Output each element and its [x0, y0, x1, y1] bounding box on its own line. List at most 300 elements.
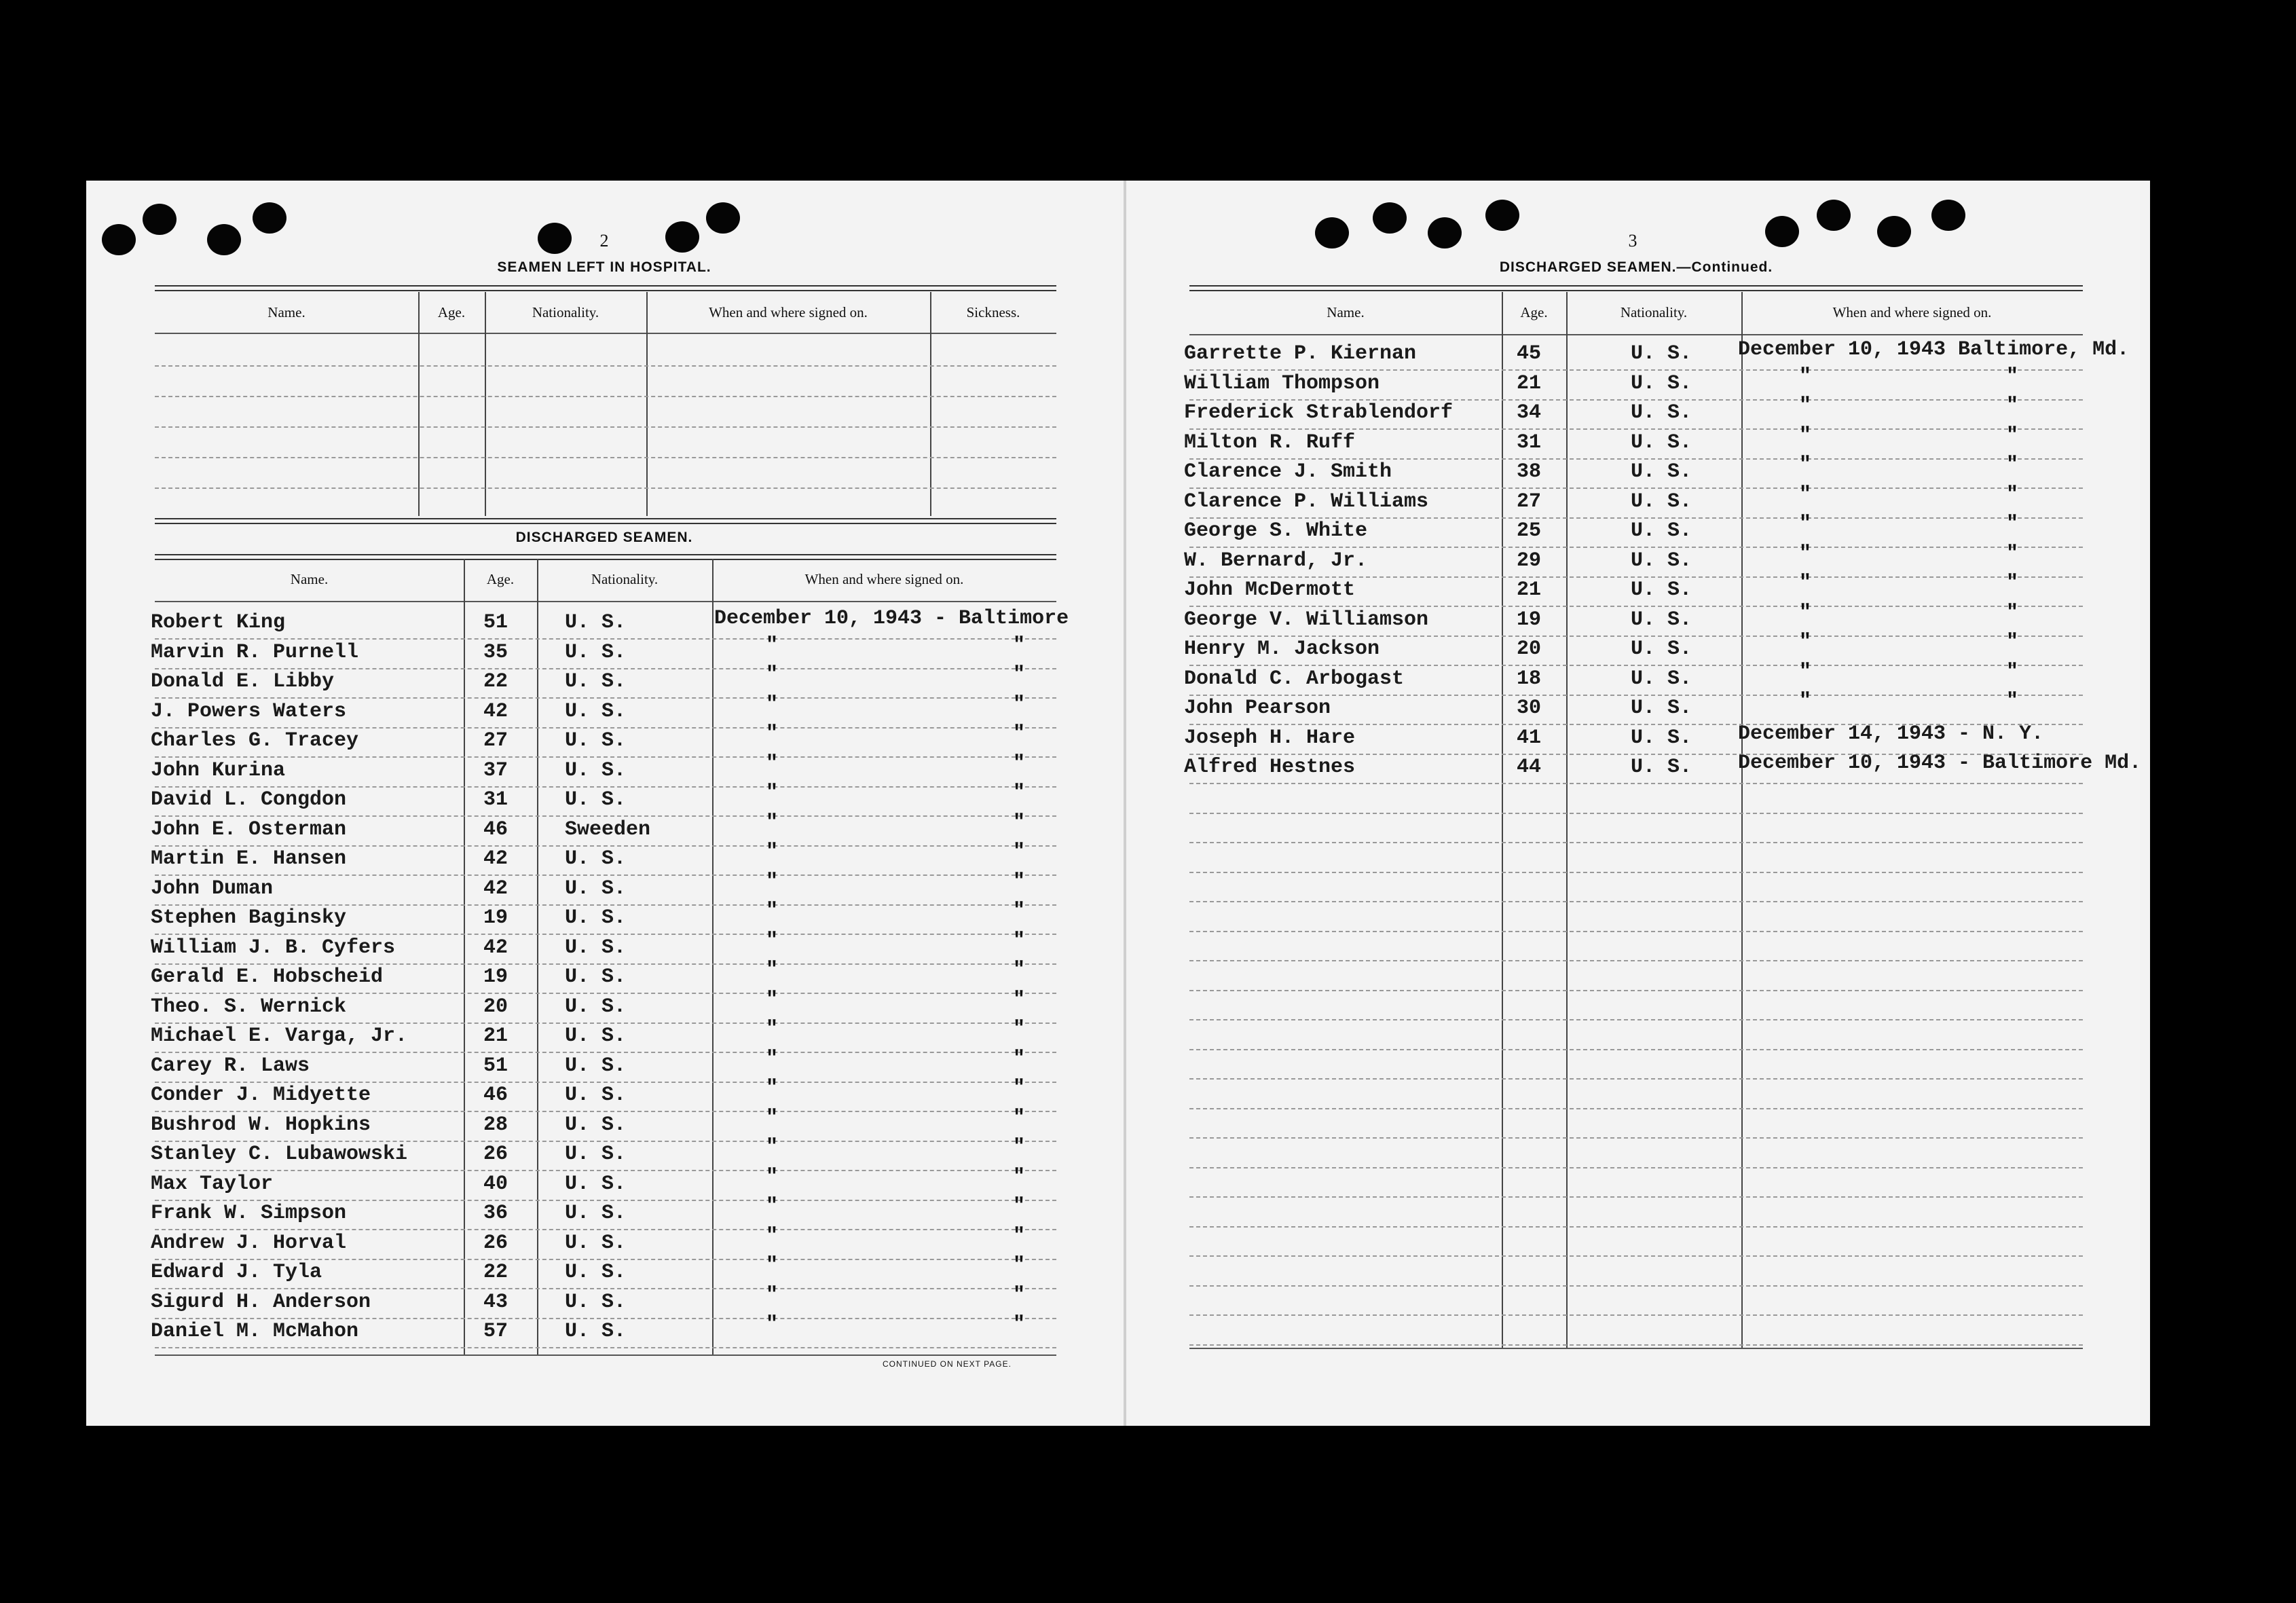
seaman-age: 40	[483, 1172, 508, 1196]
ditto-mark: "	[1799, 394, 1812, 418]
seaman-name: Michael E. Varga, Jr.	[151, 1025, 408, 1048]
seaman-age: 20	[483, 995, 508, 1018]
page-fold	[1124, 181, 1126, 1426]
row-line	[1189, 783, 2083, 784]
column-header-nationality: Nationality.	[532, 304, 599, 320]
row-line	[1189, 399, 2083, 401]
rule	[155, 518, 1056, 524]
rule	[1189, 334, 2083, 335]
column-header-sickness: Sickness.	[966, 304, 1020, 320]
seaman-age: 36	[483, 1202, 508, 1225]
seaman-name: Martin E. Hansen	[151, 847, 347, 870]
ditto-mark: "	[766, 663, 779, 686]
punch-hole	[1373, 202, 1407, 234]
row-line	[155, 1288, 1056, 1289]
punch-hole	[253, 202, 286, 234]
seaman-name: John Duman	[151, 877, 274, 900]
blank-row-line	[1189, 1196, 2083, 1198]
seaman-nationality: U. S.	[565, 995, 627, 1018]
seaman-age: 21	[1517, 578, 1542, 602]
seaman-name: Garrette P. Kiernan	[1184, 342, 1417, 365]
seaman-age: 42	[483, 699, 508, 723]
ditto-mark: "	[1799, 542, 1812, 566]
seaman-age: 26	[483, 1143, 508, 1166]
ditto-mark: "	[2006, 483, 2019, 506]
seaman-age: 46	[483, 817, 508, 841]
row-line	[155, 934, 1056, 935]
seaman-nationality: U. S.	[565, 1025, 627, 1048]
row-line	[155, 845, 1056, 847]
punch-hole	[1765, 216, 1799, 247]
seaman-name: David L. Congdon	[151, 788, 347, 811]
seaman-age: 35	[483, 640, 508, 664]
column-header-signed-on: When and where signed on.	[804, 571, 964, 587]
column-divider	[1502, 292, 1503, 1348]
seaman-nationality: U. S.	[1631, 638, 1692, 661]
punch-hole	[1877, 216, 1911, 247]
seaman-age: 43	[483, 1290, 508, 1314]
ditto-mark: "	[2006, 660, 2019, 684]
seaman-name: Robert King	[151, 611, 286, 634]
seaman-name: Bushrod W. Hopkins	[151, 1113, 371, 1137]
ditto-mark: "	[766, 1195, 779, 1218]
seaman-nationality: U. S.	[1631, 608, 1692, 631]
blank-row-line	[1189, 1255, 2083, 1257]
row-line	[1189, 695, 2083, 696]
row-line	[155, 1347, 1056, 1348]
blank-row-line	[1189, 1285, 2083, 1287]
seaman-nationality: U. S.	[1631, 371, 1692, 395]
seaman-age: 30	[1517, 697, 1542, 720]
seaman-age: 26	[483, 1231, 508, 1255]
seaman-nationality: U. S.	[565, 729, 627, 752]
seaman-age: 25	[1517, 519, 1542, 542]
blank-row-line	[1189, 960, 2083, 961]
ditto-mark: "	[766, 722, 779, 745]
ditto-mark: "	[766, 781, 779, 805]
column-header-name: Name.	[267, 304, 305, 320]
seaman-age: 42	[483, 877, 508, 900]
ditto-mark: "	[766, 1047, 779, 1071]
ditto-mark: "	[1799, 513, 1812, 536]
rule	[155, 285, 1056, 291]
seaman-nationality: U. S.	[1631, 549, 1692, 572]
page-number: 3	[1628, 231, 1637, 251]
seaman-name: W. Bernard, Jr.	[1184, 549, 1368, 572]
blank-row-line	[155, 426, 1056, 428]
seaman-nationality: U. S.	[565, 788, 627, 811]
ditto-mark: "	[766, 870, 779, 893]
row-line	[1189, 635, 2083, 637]
seaman-nationality: U. S.	[1631, 430, 1692, 454]
row-line	[155, 963, 1056, 965]
seaman-age: 22	[483, 1261, 508, 1284]
column-divider	[1566, 292, 1568, 1348]
row-line	[1189, 458, 2083, 460]
ditto-mark: "	[1013, 693, 1026, 716]
row-line	[155, 993, 1056, 994]
seaman-nationality: U. S.	[565, 1202, 627, 1225]
row-line	[155, 1052, 1056, 1053]
rule	[1189, 1348, 2083, 1349]
punch-hole	[207, 224, 241, 255]
seaman-nationality: U. S.	[1631, 578, 1692, 602]
seaman-age: 37	[483, 758, 508, 782]
ditto-mark: "	[766, 841, 779, 864]
column-divider	[485, 292, 486, 516]
seaman-name: Marvin R. Purnell	[151, 640, 359, 664]
ditto-mark: "	[1013, 900, 1026, 923]
seaman-name: John Kurina	[151, 758, 286, 782]
column-divider	[930, 292, 931, 516]
punch-hole	[706, 202, 740, 234]
ditto-mark: "	[766, 752, 779, 775]
punch-hole	[143, 204, 177, 235]
seaman-nationality: Sweeden	[565, 817, 651, 841]
seaman-age: 19	[1517, 608, 1542, 631]
hospital-section-title: SEAMEN LEFT IN HOSPITAL.	[497, 259, 711, 275]
seaman-age: 19	[483, 965, 508, 989]
seaman-nationality: U. S.	[1631, 756, 1692, 779]
seaman-age: 29	[1517, 549, 1542, 572]
rule	[155, 601, 1056, 602]
row-line	[1189, 487, 2083, 489]
row-line	[155, 874, 1056, 876]
ditto-mark: "	[1013, 1077, 1026, 1100]
ditto-mark: "	[766, 1254, 779, 1277]
seaman-age: 28	[483, 1113, 508, 1137]
row-line	[1189, 517, 2083, 519]
seaman-age: 51	[483, 611, 508, 634]
ditto-mark: "	[1799, 483, 1812, 506]
row-line	[155, 1259, 1056, 1260]
blank-row-line	[1189, 1078, 2083, 1080]
seaman-nationality: U. S.	[565, 1261, 627, 1284]
ditto-mark: "	[2006, 424, 2019, 447]
seaman-age: 46	[483, 1084, 508, 1107]
seaman-age: 57	[483, 1320, 508, 1343]
row-line	[1189, 606, 2083, 607]
blank-row-line	[1189, 1314, 2083, 1316]
row-line	[1189, 665, 2083, 666]
column-header-age: Age.	[486, 571, 515, 587]
ditto-mark: "	[1013, 929, 1026, 953]
seaman-name: Milton R. Ruff	[1184, 430, 1356, 454]
row-line	[155, 727, 1056, 729]
row-line	[155, 756, 1056, 758]
column-divider	[418, 292, 420, 516]
blank-row-line	[1189, 1049, 2083, 1050]
seaman-age: 21	[483, 1025, 508, 1048]
ditto-mark: "	[766, 811, 779, 834]
ditto-mark: "	[2006, 572, 2019, 595]
seaman-name: Clarence J. Smith	[1184, 460, 1392, 483]
ditto-mark: "	[766, 1224, 779, 1248]
ditto-mark: "	[1013, 1018, 1026, 1041]
row-line	[155, 1318, 1056, 1319]
ditto-mark: "	[766, 1283, 779, 1307]
seaman-name: John E. Osterman	[151, 817, 347, 841]
right-page	[1125, 181, 2150, 1426]
seaman-nationality: U. S.	[565, 1084, 627, 1107]
row-line	[155, 1229, 1056, 1230]
row-line	[155, 815, 1056, 817]
row-line	[155, 904, 1056, 906]
ditto-mark: "	[1013, 1106, 1026, 1130]
seaman-age: 19	[483, 906, 508, 929]
ditto-mark: "	[1799, 454, 1812, 477]
ditto-mark: "	[766, 693, 779, 716]
seaman-name: Daniel M. McMahon	[151, 1320, 359, 1343]
ditto-mark: "	[766, 959, 779, 982]
ditto-mark: "	[1013, 1224, 1026, 1248]
seaman-name: Clarence P. Williams	[1184, 490, 1429, 513]
signed-on: December 10, 1943 - Baltimore Md.	[1738, 752, 2142, 775]
row-line	[155, 1141, 1056, 1142]
seaman-name: Donald C. Arbogast	[1184, 667, 1405, 690]
ditto-mark: "	[1799, 572, 1812, 595]
seaman-name: William Thompson	[1184, 371, 1380, 395]
seaman-name: John Pearson	[1184, 697, 1331, 720]
punch-hole	[1817, 200, 1851, 231]
row-line	[155, 786, 1056, 788]
seaman-name: George V. Williamson	[1184, 608, 1429, 631]
ditto-mark: "	[1799, 631, 1812, 654]
seaman-name: Henry M. Jackson	[1184, 638, 1380, 661]
rule	[155, 1355, 1056, 1356]
seaman-name: Conder J. Midyette	[151, 1084, 371, 1107]
continued-note: CONTINUED ON NEXT PAGE.	[883, 1359, 1012, 1369]
seaman-age: 20	[1517, 638, 1542, 661]
seaman-age: 51	[483, 1054, 508, 1077]
seaman-nationality: U. S.	[1631, 697, 1692, 720]
blank-row-line	[1189, 872, 2083, 873]
seaman-nationality: U. S.	[1631, 490, 1692, 513]
seaman-age: 34	[1517, 401, 1542, 424]
column-divider	[1741, 292, 1743, 1348]
seaman-nationality: U. S.	[1631, 519, 1692, 542]
seaman-nationality: U. S.	[565, 758, 627, 782]
ditto-mark: "	[1013, 1195, 1026, 1218]
blank-row-line	[1189, 931, 2083, 932]
column-header-nationality: Nationality.	[1620, 304, 1688, 320]
column-header-signed-on: When and where signed on.	[709, 304, 868, 320]
ditto-mark: "	[1013, 811, 1026, 834]
ditto-mark: "	[2006, 454, 2019, 477]
seaman-name: William J. B. Cyfers	[151, 936, 396, 959]
seaman-name: J. Powers Waters	[151, 699, 347, 723]
seaman-nationality: U. S.	[565, 699, 627, 723]
punch-hole	[538, 223, 572, 254]
ditto-mark: "	[2006, 631, 2019, 654]
seaman-nationality: U. S.	[565, 877, 627, 900]
ditto-mark: "	[1799, 690, 1812, 713]
discharged-continued-title: DISCHARGED SEAMEN.—Continued.	[1499, 259, 1773, 275]
row-line	[155, 1111, 1056, 1112]
seaman-nationality: U. S.	[565, 1231, 627, 1255]
seaman-nationality: U. S.	[565, 906, 627, 929]
blank-row-line	[155, 396, 1056, 397]
seaman-nationality: U. S.	[565, 965, 627, 989]
seaman-nationality: U. S.	[1631, 342, 1692, 365]
signed-on: December 14, 1943 - N. Y.	[1738, 722, 2044, 745]
blank-row-line	[1189, 1108, 2083, 1109]
row-line	[1189, 369, 2083, 371]
ditto-mark: "	[1013, 722, 1026, 745]
ditto-mark: "	[1013, 1165, 1026, 1189]
ditto-mark: "	[766, 1106, 779, 1130]
ditto-mark: "	[1013, 841, 1026, 864]
punch-hole	[1931, 200, 1965, 231]
row-line	[155, 1200, 1056, 1201]
column-divider	[712, 559, 714, 1355]
ditto-mark: "	[766, 633, 779, 657]
signed-on: December 10, 1943 Baltimore, Md.	[1738, 338, 2130, 361]
row-line	[155, 638, 1056, 640]
seaman-nationality: U. S.	[1631, 667, 1692, 690]
ditto-mark: "	[1799, 365, 1812, 388]
seaman-age: 18	[1517, 667, 1542, 690]
ditto-mark: "	[1013, 1047, 1026, 1071]
seaman-nationality: U. S.	[565, 1172, 627, 1196]
seaman-name: Donald E. Libby	[151, 670, 335, 693]
blank-row-line	[1189, 990, 2083, 991]
ditto-mark: "	[1013, 1283, 1026, 1307]
ditto-mark: "	[1799, 660, 1812, 684]
blank-row-line	[155, 487, 1056, 489]
seaman-age: 21	[1517, 371, 1542, 395]
seaman-nationality: U. S.	[565, 1320, 627, 1343]
column-header-age: Age.	[437, 304, 466, 320]
seaman-nationality: U. S.	[565, 670, 627, 693]
blank-row-line	[1189, 1226, 2083, 1228]
discharged-section-title: DISCHARGED SEAMEN.	[515, 530, 693, 545]
ditto-mark: "	[1013, 988, 1026, 1012]
punch-hole	[665, 221, 699, 253]
seaman-nationality: U. S.	[1631, 401, 1692, 424]
row-line	[1189, 576, 2083, 578]
ditto-mark: "	[1013, 870, 1026, 893]
row-line	[155, 668, 1056, 669]
ditto-mark: "	[1013, 781, 1026, 805]
blank-row-line	[1189, 1344, 2083, 1346]
row-line	[1189, 428, 2083, 430]
ditto-mark: "	[766, 929, 779, 953]
column-header-nationality: Nationality.	[591, 571, 659, 587]
seaman-age: 31	[1517, 430, 1542, 454]
ditto-mark: "	[766, 1077, 779, 1100]
ditto-mark: "	[2006, 601, 2019, 625]
seaman-age: 42	[483, 847, 508, 870]
seaman-age: 27	[483, 729, 508, 752]
ditto-mark: "	[2006, 542, 2019, 566]
row-line	[155, 697, 1056, 699]
ditto-mark: "	[1013, 752, 1026, 775]
blank-row-line	[1189, 901, 2083, 902]
ditto-mark: "	[1013, 633, 1026, 657]
seaman-nationality: U. S.	[565, 640, 627, 664]
punch-hole	[1428, 217, 1462, 248]
seaman-name: George S. White	[1184, 519, 1368, 542]
ditto-mark: "	[2006, 690, 2019, 713]
seaman-name: Alfred Hestnes	[1184, 756, 1356, 779]
seaman-name: Frederick Strablendorf	[1184, 401, 1453, 424]
ditto-mark: "	[766, 1018, 779, 1041]
seaman-name: Stephen Baginsky	[151, 906, 347, 929]
blank-row-line	[1189, 842, 2083, 843]
punch-hole	[1315, 217, 1349, 248]
punch-hole	[1485, 200, 1519, 231]
ditto-mark: "	[1013, 1313, 1026, 1336]
ditto-mark: "	[2006, 513, 2019, 536]
blank-row-line	[1189, 1167, 2083, 1168]
seaman-age: 45	[1517, 342, 1542, 365]
seaman-age: 31	[483, 788, 508, 811]
seaman-name: John McDermott	[1184, 578, 1356, 602]
row-line	[1189, 547, 2083, 548]
column-header-name: Name.	[290, 571, 329, 587]
ditto-mark: "	[766, 1136, 779, 1159]
ditto-mark: "	[1799, 424, 1812, 447]
row-line	[155, 1082, 1056, 1083]
seaman-name: Frank W. Simpson	[151, 1202, 347, 1225]
seaman-nationality: U. S.	[1631, 726, 1692, 750]
ditto-mark: "	[2006, 365, 2019, 388]
seaman-nationality: U. S.	[565, 847, 627, 870]
seaman-name: Charles G. Tracey	[151, 729, 359, 752]
blank-row-line	[155, 365, 1056, 367]
blank-row-line	[1189, 813, 2083, 814]
column-header-name: Name.	[1327, 304, 1365, 320]
seaman-name: Gerald E. Hobscheid	[151, 965, 384, 989]
blank-row-line	[1189, 1019, 2083, 1020]
ditto-mark: "	[766, 900, 779, 923]
ditto-mark: "	[1013, 663, 1026, 686]
row-line	[155, 1022, 1056, 1024]
seaman-age: 44	[1517, 756, 1542, 779]
seaman-name: Andrew J. Horval	[151, 1231, 347, 1255]
seaman-age: 27	[1517, 490, 1542, 513]
ditto-mark: "	[766, 1313, 779, 1336]
punch-hole	[102, 224, 136, 255]
seaman-nationality: U. S.	[565, 1290, 627, 1314]
seaman-age: 22	[483, 670, 508, 693]
ditto-mark: "	[2006, 394, 2019, 418]
seaman-nationality: U. S.	[565, 611, 627, 634]
seaman-name: Sigurd H. Anderson	[151, 1290, 371, 1314]
column-divider	[646, 292, 648, 516]
ditto-mark: "	[1799, 601, 1812, 625]
ditto-mark: "	[766, 1165, 779, 1189]
seaman-nationality: U. S.	[565, 1113, 627, 1137]
seaman-age: 38	[1517, 460, 1542, 483]
seaman-nationality: U. S.	[1631, 460, 1692, 483]
ditto-mark: "	[1013, 1254, 1026, 1277]
seaman-name: Theo. S. Wernick	[151, 995, 347, 1018]
seaman-name: Edward J. Tyla	[151, 1261, 322, 1284]
ditto-mark: "	[1013, 1136, 1026, 1159]
ditto-mark: "	[766, 988, 779, 1012]
blank-row-line	[1189, 1137, 2083, 1139]
seaman-name: Carey R. Laws	[151, 1054, 310, 1077]
seaman-name: Stanley C. Lubawowski	[151, 1143, 408, 1166]
seaman-nationality: U. S.	[565, 936, 627, 959]
blank-row-line	[155, 457, 1056, 458]
ditto-mark: "	[1013, 959, 1026, 982]
rule	[1189, 285, 2083, 291]
seaman-nationality: U. S.	[565, 1143, 627, 1166]
seaman-name: Joseph H. Hare	[1184, 726, 1356, 750]
